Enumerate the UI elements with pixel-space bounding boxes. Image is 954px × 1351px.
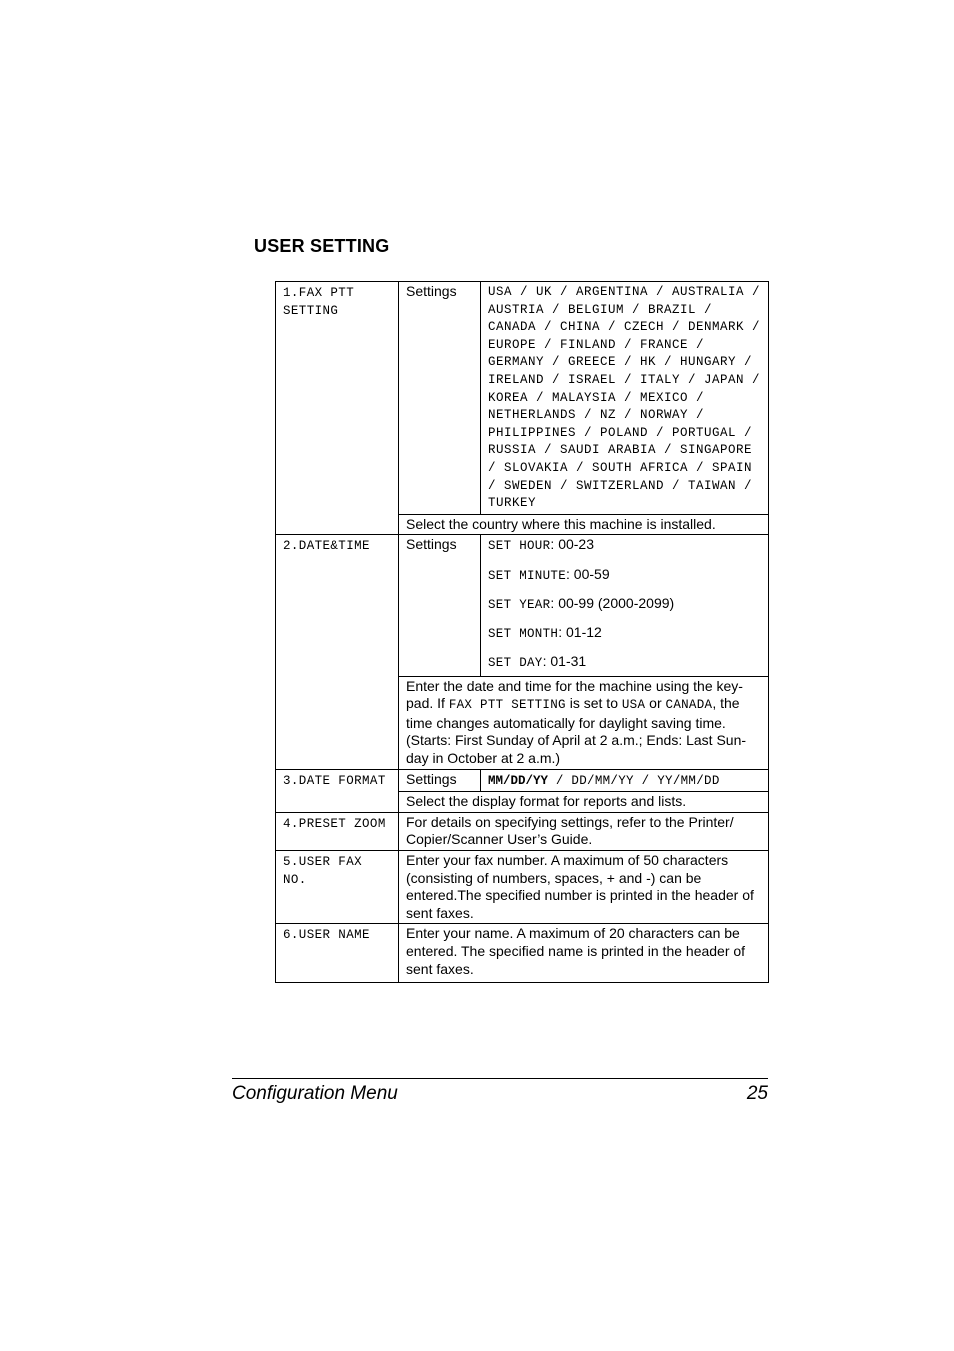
other-date-formats: / DD/MM/YY / YY/MM/DD [548, 773, 720, 788]
table-row [276, 924, 769, 983]
desc-code: USA [621, 698, 646, 713]
item-description-date-format: Select the display format for reports and lists. [399, 792, 769, 813]
set-year-line [488, 595, 762, 615]
table-row [276, 535, 769, 676]
settings-label: Settings [399, 769, 481, 792]
item-name-user-name: 6.USER NAME [276, 924, 399, 983]
set-month-key: SET MONTH [488, 626, 559, 641]
set-minute-value: : 00-59 [566, 565, 610, 582]
item-name-date-time: 2.DATE&TIME [276, 535, 399, 769]
settings-label: Settings [399, 282, 481, 515]
item-description-user-name: Enter your name. A maximum of 20 characters can be entered. The specified name is printed in the header of sent faxes. [399, 924, 769, 983]
item-name-date-format: 3.DATE FORMAT [276, 769, 399, 812]
desc-code: CANADA [665, 698, 713, 713]
set-day-value: : 01-31 [542, 653, 587, 670]
settings-label: Settings [399, 535, 481, 676]
set-day-key: SET DAY [488, 656, 543, 671]
footer-divider [232, 1078, 768, 1079]
default-date-format: MM/DD/YY [488, 773, 549, 788]
desc-text: , the time changes automatically for daylight saving time. (Starts: First Sunday of April at 2 a.m.; Ends: Last Sun-day in October at 2 a.m.) [406, 695, 747, 767]
set-minute-key: SET MINUTE [488, 568, 567, 583]
item-name-fax-ptt: 1.FAX PTT SETTING [276, 282, 399, 535]
item-description-preset-zoom: For details on specifying settings, refer to the Printer/ Copier/Scanner User’s Guide. [399, 812, 769, 850]
set-hour-line [488, 536, 762, 556]
item-description-user-fax-no: Enter your fax number. A maximum of 50 characters (consisting of numbers, spaces, + and -) can be entered.The specified number is printed in the header of sent faxes. [399, 851, 769, 924]
table-row [276, 812, 769, 850]
user-setting-table [275, 281, 769, 983]
item-description-fax-ptt: Select the country where this machine is installed. [399, 514, 769, 535]
set-month-line [488, 624, 762, 644]
set-year-value: : 00-99 (2000-2099) [550, 594, 675, 611]
date-format-values [481, 769, 769, 792]
set-minute-line [488, 566, 762, 586]
desc-code: FAX PTT SETTING [448, 698, 566, 713]
country-list: USA / UK / ARGENTINA / AUSTRALIA / AUSTRIA / BELGIUM / BRAZIL / CANADA / CHINA / CZECH / DENMARK / EUROPE / FINLAND / FRANCE / GERMANY / GREECE / HK / HUNGARY / IRELAND / ISRAEL / ITALY / JAPAN / KOREA / MALAYSIA / MEXICO / NETHERLANDS / NZ / NORWAY / PHILIPPINES / POLAND / PORTUGAL / RUSSIA / SAUDI ARABIA / SINGAPORE / SLOVAKIA / SOUTH AFRICA / SPAIN / SWEDEN / SWITZERLAND / TAIWAN / TURKEY [481, 282, 769, 515]
item-name-preset-zoom: 4.PRESET ZOOM [276, 812, 399, 850]
desc-text: is set to [565, 695, 622, 712]
page-number: 25 [746, 1083, 768, 1104]
set-month-value: : 01-12 [558, 623, 602, 640]
set-year-key: SET YEAR [488, 597, 551, 612]
date-time-values [481, 535, 769, 676]
section-title: USER SETTING [254, 236, 390, 256]
item-description-date-time [399, 676, 769, 769]
item-name-user-fax-no: 5.USER FAX NO. [276, 851, 399, 924]
table-row [276, 851, 769, 924]
set-hour-value: : 00-23 [550, 536, 595, 553]
table-row [276, 282, 769, 515]
set-hour-key: SET HOUR [488, 539, 551, 554]
desc-text: Enter the date and time for the machine using the key-pad. If [406, 677, 743, 712]
table-row [276, 769, 769, 792]
footer-title: Configuration Menu [232, 1083, 398, 1104]
desc-text: or [645, 695, 666, 712]
set-day-line [488, 653, 762, 673]
